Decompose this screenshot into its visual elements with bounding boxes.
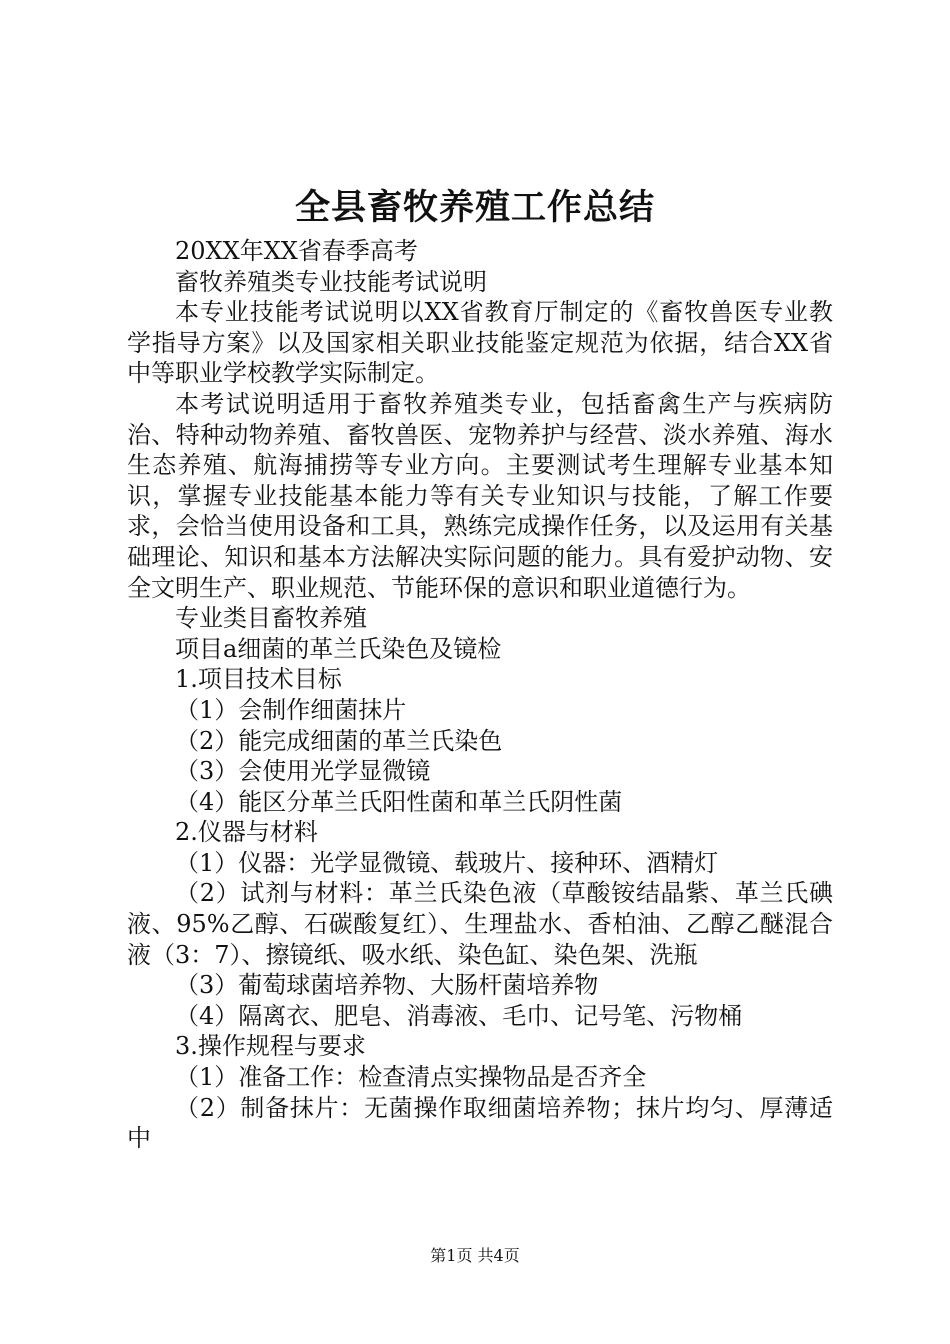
- paragraph-exam-subtitle: 畜牧养殖类专业技能考试说明: [175, 267, 487, 296]
- list-item: （1）会制作细菌抹片: [175, 695, 407, 724]
- document-body: [127, 236, 833, 1154]
- paragraph-basis: 本专业技能考试说明以XX省教育厅制定的《畜牧兽医专业教学指导方案》以及国家相关职业技能鉴定规范为依据，结合XX省中等职业学校教学实际制定。: [127, 298, 833, 388]
- section-heading-procedure: 3.操作规程与要求: [175, 1032, 366, 1061]
- paragraph-category: 专业类目畜牧养殖: [175, 604, 367, 633]
- section-heading-goals: 1.项目技术目标: [175, 665, 342, 694]
- paragraph-exam-year: 20XX年XX省春季高考: [175, 237, 418, 265]
- section-heading-materials: 2.仪器与材料: [175, 818, 318, 847]
- list-item: （4）能区分革兰氏阳性菌和革兰氏阴性菌: [175, 787, 623, 816]
- list-item: （2）能完成细菌的革兰氏染色: [175, 726, 503, 755]
- list-item: （1）准备工作：检查清点实操物品是否齐全: [175, 1063, 647, 1092]
- paragraph-project: 项目a细菌的革兰氏染色及镜检: [175, 634, 502, 663]
- list-item: （3）葡萄球菌培养物、大肠杆菌培养物: [175, 971, 599, 1000]
- paragraph-scope: 本考试说明适用于畜牧养殖类专业，包括畜禽生产与疾病防治、特种动物养殖、畜牧兽医、宠物养护与经营、淡水养殖、海水生态养殖、航海捕捞等专业方向。主要测试考生理解专业基本知识，掌握专业技能基本能力等有关专业知识与技能，了解工作要求，会恰当使用设备和工具，熟练完成操作任务，以及运用有关基础理论、知识和基本方法解决实际问题的能力。具有爱护动物、安全文明生产、职业规范、节能环保的意识和职业道德行为。: [127, 389, 833, 602]
- list-item: （4）隔离衣、肥皂、消毒液、毛巾、记号笔、污物桶: [175, 1001, 743, 1030]
- document-title: 全县畜牧养殖工作总结: [294, 187, 655, 228]
- list-item: （1）仪器：光学显微镜、载玻片、接种环、酒精灯: [175, 848, 719, 877]
- list-item: （2）制备抹片：无菌操作取细菌培养物；抹片均匀、厚薄适中: [127, 1093, 833, 1153]
- list-item: （2）试剂与材料：革兰氏染色液（草酸铵结晶紫、革兰氏碘液、95%乙醇、石碳酸复红）、生理盐水、香柏油、乙醇乙醚混合液（3：7）、擦镜纸、吸水纸、染色缸、染色架、洗瓶: [127, 879, 833, 969]
- list-item: （3）会使用光学显微镜: [175, 757, 431, 786]
- page-footer: 第1页 共4页: [430, 1246, 520, 1265]
